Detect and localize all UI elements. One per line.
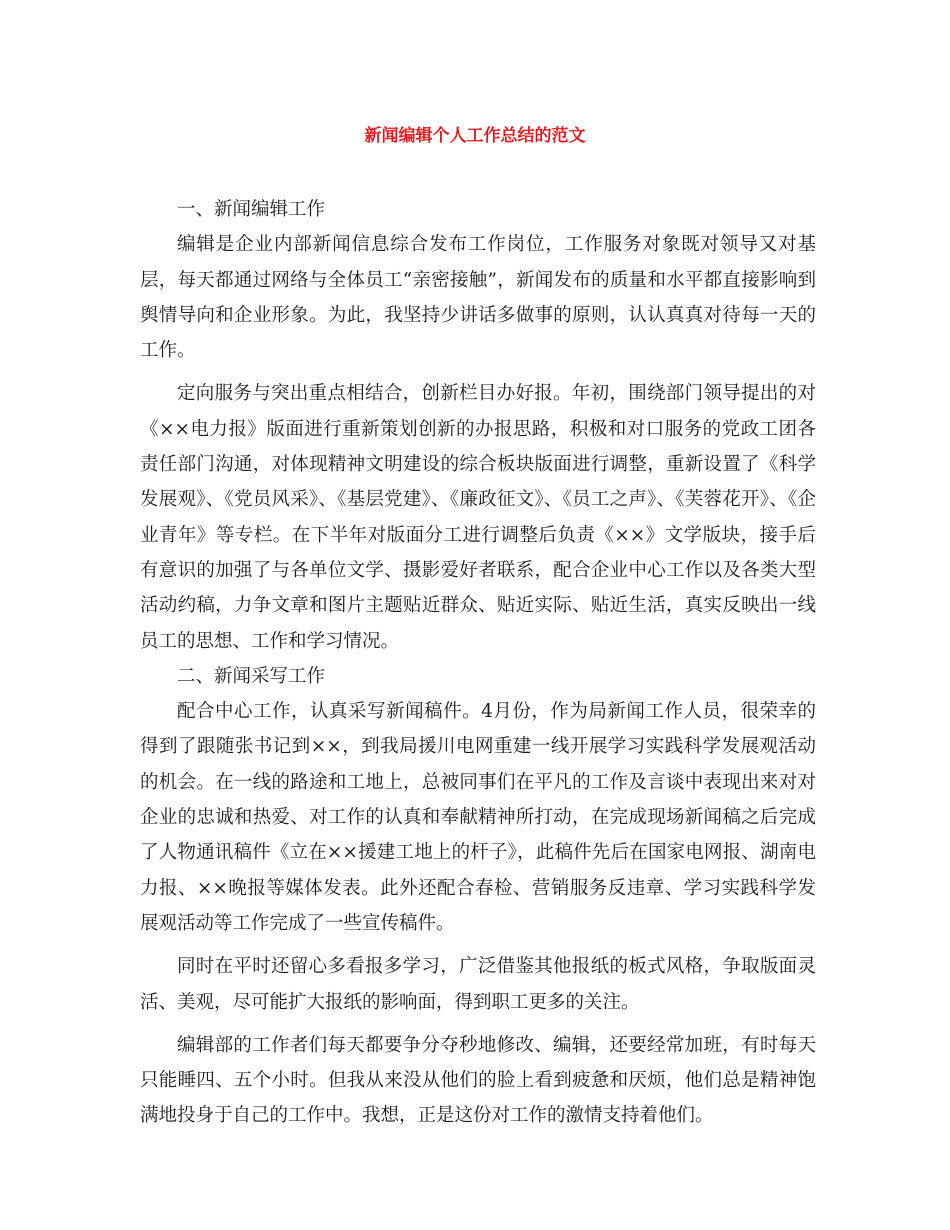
document-body [140, 192, 816, 1134]
paragraph-column-innovation: 定向服务与突出重点相结合，创新栏目办好报。年初，围绕部门领导提出的对《××电力报》版面进行重新策划创新的办报思路，积极和对口服务的党政工团各责任部门沟通，对体现精神文明建设的综合板块版面进行调整，重新设置了《科学发展观》、《党员风采》、《基层党建》、《廉政征文》、《员工之声》、《芙蓉花开》、《企业青年》等专栏。在下半年对版面分工进行调整后负责《××》文学版块，接手后有意识的加强了与各单位文学、摄影爱好者联系，配合企业中心工作以及各类大型活动约稿，力争文章和图片主题贴近群众、贴近实际、贴近生活，真实反映出一线员工的思想、工作和学习情况。 [140, 383, 816, 652]
paragraph-editing-role: 编辑是企业内部新闻信息综合发布工作岗位，工作服务对象既对领导又对基层，每天都通过网络与全体员工“亲密接触”，新闻发布的质量和水平都直接影响到舆情导向和企业形象。为此，我坚持少讲话多做事的原则，认认真真对待每一天的工作。 [140, 234, 816, 362]
section-heading-news-editing: 一、新闻编辑工作 [177, 199, 326, 220]
document-title: 新闻编辑个人工作总结的范文 [364, 126, 586, 146]
section-heading-news-reporting: 二、新闻采写工作 [177, 665, 326, 687]
paragraph-editorial-team: 编辑部的工作者们每天都要争分夺秒地修改、编辑，还要经常加班，有时每天只能睡四、五个小时。但我从来没从他们的脸上看到疲惫和厌烦，他们总是精神饱满地投身于自己的工作中。我想，正是这份对工作的激情支持着他们。 [140, 1034, 816, 1127]
paragraph-learning: 同时在平时还留心多看报多学习，广泛借鉴其他报纸的板式风格，争取版面灵活、美观，尽可能扩大报纸的影响面，得到职工更多的关注。 [140, 956, 816, 1013]
paragraph-reporting-work: 配合中心工作，认真采写新闻稿件。4月份，作为局新闻工作人员，很荣幸的得到了跟随张书记到××，到我局援川电网重建一线开展学习实践科学发展观活动的机会。在一线的路途和工地上，总被同事们在平凡的工作及言谈中表现出来对对企业的忠诚和热爱、对工作的认真和奉献精神所打动，在完成现场新闻稿之后完成了人物通讯稿件《立在××援建工地上的杆子》，此稿件先后在国家电网报、湖南电力报、××晚报等媒体发表。此外还配合春检、营销服务反违章、学习实践科学发展观活动等工作完成了一些宣传稿件。 [140, 701, 816, 934]
